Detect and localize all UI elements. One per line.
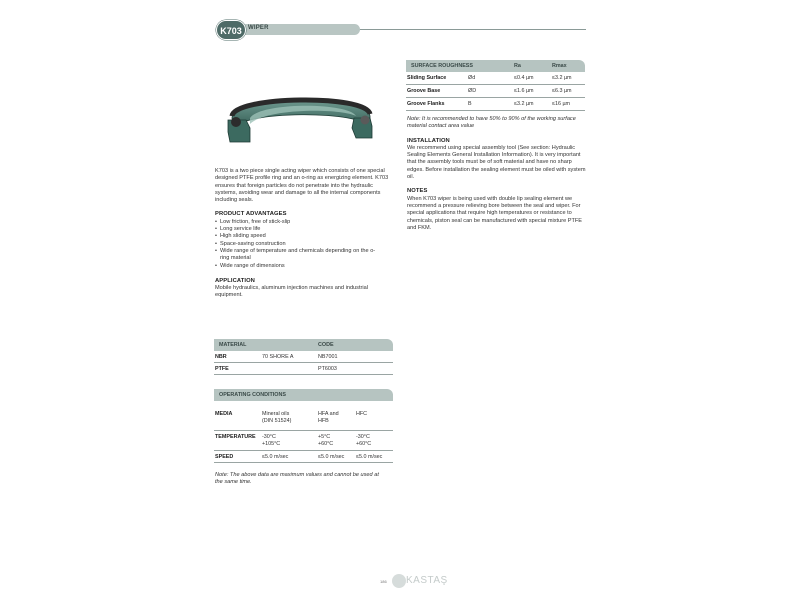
condition-label: SPEED <box>215 454 234 460</box>
condition-value: ≤5.0 m/sec <box>356 454 383 460</box>
rmax-value: ≤16 µm <box>552 101 571 107</box>
surface-symbol: B <box>468 101 472 107</box>
intro-text: K703 is a two piece single acting wiper which consists of one special designed PTFE profile ring and an o-ring as energizing element. K703 ensures that foreign particles do not penetrate into the hydraulic systems, avoiding wear and damage to all the internal components including seals. <box>215 168 389 204</box>
surface-roughness-header <box>406 60 585 72</box>
notes-heading: NOTES <box>407 188 428 195</box>
advantages-list <box>215 219 395 270</box>
brand-logo-icon <box>392 574 406 588</box>
notes-text: When K703 wiper is being used with double lip sealing element we recommend a pressure relieving bore between the seal and wiper. For special applications that require high temperatures or resistance to chemicals, piston seal can be manufactured with special mixture PTFE and FKM. <box>407 195 583 231</box>
material-name: PTFE <box>215 366 229 372</box>
table-row <box>406 85 585 98</box>
condition-value: +60°C <box>356 441 372 447</box>
ra-value: ≤0.4 µm <box>514 75 534 81</box>
header-code: CODE <box>318 342 334 348</box>
page-header <box>214 20 586 42</box>
surface-label: Groove Base <box>407 88 441 94</box>
material-code: NB7001 <box>318 354 338 360</box>
advantage-item: • Long service life <box>215 226 395 233</box>
header-rmax: Rmax <box>552 63 567 69</box>
header-ra: Ra <box>514 63 521 69</box>
operating-conditions-header <box>214 389 393 401</box>
condition-value: HFB <box>318 418 329 424</box>
table-row <box>214 351 393 363</box>
intro-section <box>215 168 395 300</box>
material-table-header <box>214 339 393 351</box>
advantage-item: • Low friction, free of stick-slip <box>215 219 395 226</box>
operating-conditions-title: OPERATING CONDITIONS <box>219 392 286 398</box>
header-rule <box>334 29 586 30</box>
condition-value: HFC <box>356 411 368 417</box>
operating-conditions-table <box>214 389 393 463</box>
table-row <box>214 363 393 375</box>
table-row <box>214 431 393 451</box>
condition-value: ≤5.0 m/sec <box>262 454 289 460</box>
product-code-badge: K703 <box>216 20 246 40</box>
material-code: PT6003 <box>318 366 337 372</box>
advantage-item: • Wide range of dimensions <box>215 263 395 270</box>
ra-value: ≤3.2 µm <box>514 101 534 107</box>
ra-value: ≤1.6 µm <box>514 88 534 94</box>
material-name: NBR <box>215 354 227 360</box>
surface-roughness-note: Note: It is recommended to have 50% to 90% of the working surface material contact area value <box>407 116 576 130</box>
condition-value: +5°C <box>318 434 331 440</box>
material-spec: 70 SHORE A <box>262 354 294 360</box>
condition-value: +105°C <box>262 441 281 447</box>
right-column <box>407 116 587 232</box>
operating-conditions-note: Note: The above data are maximum values and cannot be used at the same time. <box>215 472 379 486</box>
installation-heading: INSTALLATION <box>407 137 450 144</box>
header-surface-roughness: SURFACE ROUGHNESS <box>411 63 473 69</box>
surface-symbol: ØD <box>468 88 477 94</box>
rmax-value: ≤6.3 µm <box>552 88 572 94</box>
installation-text: We recommend using special assembly tool (See section: Hydraulic Sealing Elements General Installation Information). It is very important that the assembly tools must be of soft material and have no sharp edges. Before installation the sealing element must be oiled with system oil. <box>407 144 586 181</box>
table-row <box>406 98 585 111</box>
condition-value: (DIN 51524) <box>262 418 292 424</box>
surface-label: Sliding Surface <box>407 75 447 81</box>
advantage-item: • Space-saving construction <box>215 241 395 248</box>
table-row <box>406 72 585 85</box>
surface-symbol: Ød <box>468 75 476 81</box>
table-row <box>214 451 393 463</box>
condition-value: Mineral oils <box>262 411 290 417</box>
condition-value: +60°C <box>318 441 334 447</box>
page-number: 186 <box>380 579 387 584</box>
condition-value: HFA and <box>318 411 339 417</box>
surface-label: Groove Flanks <box>407 101 445 107</box>
page-footer <box>380 574 460 588</box>
advantages-heading: PRODUCT ADVANTAGES <box>215 211 287 218</box>
advantage-item: • High sliding speed <box>215 233 395 240</box>
seal-product-image <box>220 80 380 150</box>
condition-value: -30°C <box>356 434 370 440</box>
application-heading: APPLICATION <box>215 277 255 284</box>
header-material: MATERIAL <box>219 342 247 348</box>
surface-roughness-table <box>406 60 585 111</box>
material-table <box>214 339 393 375</box>
condition-label: MEDIA <box>215 411 233 417</box>
table-row <box>214 408 393 431</box>
brand-name: KASTAŞ <box>406 575 448 586</box>
application-text: Mobile hydraulics, aluminum injection machines and industrial equipment. <box>215 285 368 299</box>
header-title: WIPER <box>248 25 269 31</box>
condition-value: ≤5.0 m/sec <box>318 454 345 460</box>
condition-value: -30°C <box>262 434 276 440</box>
condition-label: TEMPERATURE <box>215 434 256 440</box>
rmax-value: ≤3.2 µm <box>552 75 572 81</box>
advantage-item: • Wide range of temperature and chemicals depending on the o-ring material <box>215 248 395 263</box>
